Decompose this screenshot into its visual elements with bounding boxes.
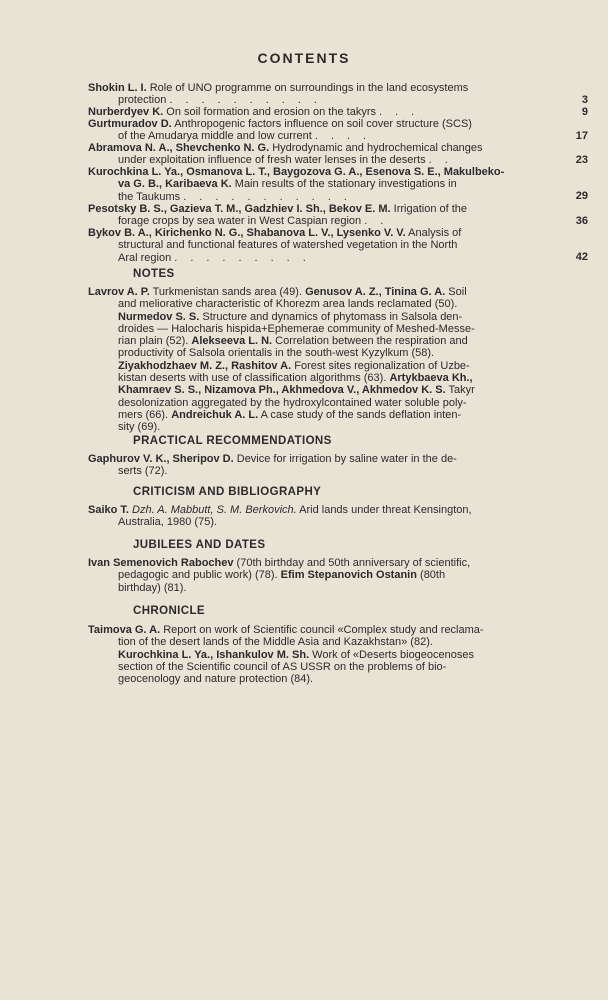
text-line	[88, 582, 558, 594]
line-text: section of the Scientific council of AS USSR on the problems of bio-	[118, 660, 447, 673]
section-heading-criticism: CRITICISM AND BIBLIOGRAPHY	[133, 486, 322, 498]
entry-title: On soil formation and erosion on the takyrs	[166, 106, 376, 118]
author-name: Khamraev S. S., Nizamova Ph., Akhmedova V., Akhmedov K. S.	[118, 384, 446, 397]
line-text: (80th	[416, 569, 446, 582]
line-text: Turkmenistan sands area (49).	[149, 286, 306, 298]
jubilees-paragraph	[88, 557, 558, 594]
line-text: geocenology and nature protection (84).	[118, 673, 314, 686]
line-text: Takyr	[445, 384, 475, 397]
entry-page-number: 17	[575, 130, 588, 142]
section-heading-practical: PRACTICAL RECOMMENDATIONS	[133, 435, 332, 447]
line-text: birthday) (81).	[118, 581, 187, 594]
author-name: Nurmedov S. S.	[118, 310, 200, 323]
entry-authors: Gurtmuradov D.	[88, 118, 172, 130]
page-title: CONTENTS	[257, 50, 351, 66]
author-name: Alekseeva L. N.	[191, 335, 273, 348]
author-name: Taimova G. A.	[88, 624, 161, 636]
criticism-paragraph	[88, 504, 558, 529]
line-text: Arid lands under threat Kensington,	[296, 504, 472, 516]
line-text: rian plain (52).	[118, 335, 192, 348]
line-text: pedagogic and public work) (78).	[118, 569, 281, 582]
text-line	[88, 323, 558, 335]
practical-paragraph	[88, 453, 558, 478]
author-name: Efim Stepanovich Ostanin	[280, 569, 417, 582]
text-line	[88, 636, 558, 648]
entry-title-continued: under exploitation influence of fresh water lenses in the deserts	[118, 154, 426, 167]
chronicle-paragraph	[88, 624, 558, 685]
section-heading-notes: NOTES	[133, 268, 175, 280]
notes-paragraph	[88, 286, 558, 434]
line-text: mers (66).	[118, 408, 172, 421]
entry-authors: Kurochkina L. Ya., Osmanova L. T., Baygozova G. A., Esenova S. E., Makulbeko-	[88, 166, 505, 178]
text-line	[88, 286, 558, 298]
text-line	[88, 673, 558, 685]
contents-entry: Pesotsky B. S., Gazieva T. M., Gadzhiev I. Sh., Bekov E. M. Irrigation of the forage crops by sea water in West Caspian region ..	[88, 203, 468, 228]
line-text: Correlation between the respiration and	[272, 335, 468, 348]
entry-page-number: 36	[575, 215, 588, 227]
entry-title-continued: Aral region	[118, 251, 172, 264]
section-heading-jubilees: JUBILEES AND DATES	[133, 539, 266, 551]
entry-page-number: 3	[581, 94, 588, 106]
entry-title: Anthropogenic factors influence on soil cover structure (SCS)	[174, 118, 472, 130]
entry-title: Main results of the stationary investigations in	[234, 178, 457, 191]
line-text: A case study of the sands deflation inten-	[258, 408, 462, 421]
entry-authors: Shokin L. I.	[88, 82, 147, 94]
line-text: tion of the desert lands of the Middle Asia and Kazakhstan» (82).	[118, 636, 433, 649]
entry-authors: Abramova N. A., Shevchenko N. G.	[88, 142, 270, 154]
section-heading-chronicle: CHRONICLE	[133, 605, 205, 617]
line-text: Australia, 1980 (75).	[118, 516, 218, 529]
author-name: Lavrov A. P.	[88, 286, 150, 298]
text-line	[88, 397, 558, 409]
line-text: Work of «Deserts biogeocenoses	[309, 648, 475, 661]
contents-entry: Abramova N. A., Shevchenko N. G. Hydrodynamic and hydrochemical changes under exploitation influence of fresh water lenses in the deserts ..	[88, 142, 483, 167]
text-line	[88, 453, 558, 465]
entry-authors-continued: va G. B., Karibaeva K.	[118, 178, 232, 191]
author-name: Artykbaeva Kh.,	[389, 372, 473, 385]
entry-title-continued: of the Amudarya middle and low current	[118, 130, 312, 143]
text-line	[88, 298, 558, 310]
entry-title-continued: structural and functional features of watershed vegetation in the North	[118, 239, 458, 252]
contents-entry: Nurberdyev K. On soil formation and erosion on the takyrs ...	[88, 106, 428, 118]
author-name: Saiko T.	[88, 504, 129, 516]
entry-title: Irrigation of the	[393, 203, 468, 215]
contents-entry: Kurochkina L. Ya., Osmanova L. T., Baygozova G. A., Esenova S. E., Makulbeko- va G. B., Karibaeva K. Main results of the stationary investigations in the Taukums ...........	[88, 166, 505, 203]
line-text: Forest sites regionalization of Uzbe-	[291, 359, 470, 372]
line-text: Report on work of Scientific council «Complex study and reclama-	[160, 624, 484, 636]
line-text: sity (69).	[118, 421, 161, 434]
line-text: droides — Halocharis hispida+Ephemerae community of Meshed-Messe-	[118, 322, 475, 335]
text-line	[88, 557, 558, 569]
text-line	[88, 409, 558, 421]
entry-title: Hydrodynamic and hydrochemical changes	[272, 142, 483, 154]
entry-authors: Pesotsky B. S., Gazieva T. M., Gadzhiev I. Sh., Bekov E. M.	[88, 203, 391, 215]
entry-title-continued: forage crops by sea water in West Caspian region	[118, 215, 362, 228]
author-name: Gaphurov V. K., Sheripov D.	[88, 453, 234, 465]
text-line	[88, 311, 558, 323]
line-text: kistan deserts with use of classification algorithms (63).	[118, 372, 390, 385]
line-text: Soil	[445, 286, 467, 298]
text-line	[88, 372, 558, 384]
line-text: and meliorative characteristic of Khorezm area lands reclamated (50).	[118, 298, 458, 311]
entry-page-number: 9	[581, 106, 588, 118]
text-line	[88, 516, 558, 528]
entry-page-number: 29	[575, 190, 588, 202]
author-name: Kurochkina L. Ya., Ishankulov M. Sh.	[118, 648, 310, 661]
contents-entry: Gurtmuradov D. Anthropogenic factors influence on soil cover structure (SCS) of the Amudarya middle and low current ....	[88, 118, 472, 143]
line-text: Structure and dynamics of phytomass in Salsola den-	[199, 310, 463, 323]
text-line	[88, 661, 558, 673]
italic-text: Dzh. A. Mabbutt, S. M. Berkovich.	[132, 504, 297, 516]
author-name: Andreichuk A. L.	[171, 408, 259, 421]
line-text: (70th birthday and 50th anniversary of scientific,	[233, 557, 471, 569]
entry-authors: Bykov B. A., Kirichenko N. G., Shabanova L. V., Lysenko V. V.	[88, 227, 406, 239]
entry-page-number: 23	[575, 154, 588, 166]
text-line	[88, 384, 558, 396]
entry-title-continued: protection	[118, 94, 167, 107]
line-text: productivity of Salsola orientalis in the south-west Kyzylkum (58).	[118, 347, 435, 360]
entry-authors: Nurberdyev K.	[88, 106, 164, 118]
text-line	[88, 649, 558, 661]
contents-entry: Bykov B. A., Kirichenko N. G., Shabanova L. V., Lysenko V. V. Analysis of structural and functional features of watershed vegetation in the North Aral region .........	[88, 227, 462, 264]
text-line	[88, 335, 558, 347]
text-line	[88, 504, 558, 516]
line-text: Device for irrigation by saline water in the de-	[233, 453, 457, 465]
line-text: desolonization aggregated by the hydroxylcontained water soluble poly-	[118, 396, 467, 409]
author-name: Ivan Semenovich Rabochev	[88, 557, 234, 569]
contents-entry: Shokin L. I. Role of UNO programme on surroundings in the land ecosystems protection ..........	[88, 82, 469, 107]
text-line	[88, 624, 558, 636]
text-line	[88, 569, 558, 581]
text-line	[88, 465, 558, 477]
entry-title-continued: the Taukums	[118, 190, 181, 203]
line-text: serts (72).	[118, 465, 168, 478]
author-name: Ziyakhodzhaev M. Z., Rashitov A.	[118, 359, 292, 372]
text-line	[88, 347, 558, 359]
text-line	[88, 360, 558, 372]
entry-title: Analysis of	[408, 227, 462, 239]
entry-page-number: 42	[575, 251, 588, 263]
text-line	[88, 421, 558, 433]
entry-title: Role of UNO programme on surroundings in the land ecosystems	[149, 82, 469, 94]
author-name: Genusov A. Z., Tinina G. A.	[305, 286, 446, 298]
